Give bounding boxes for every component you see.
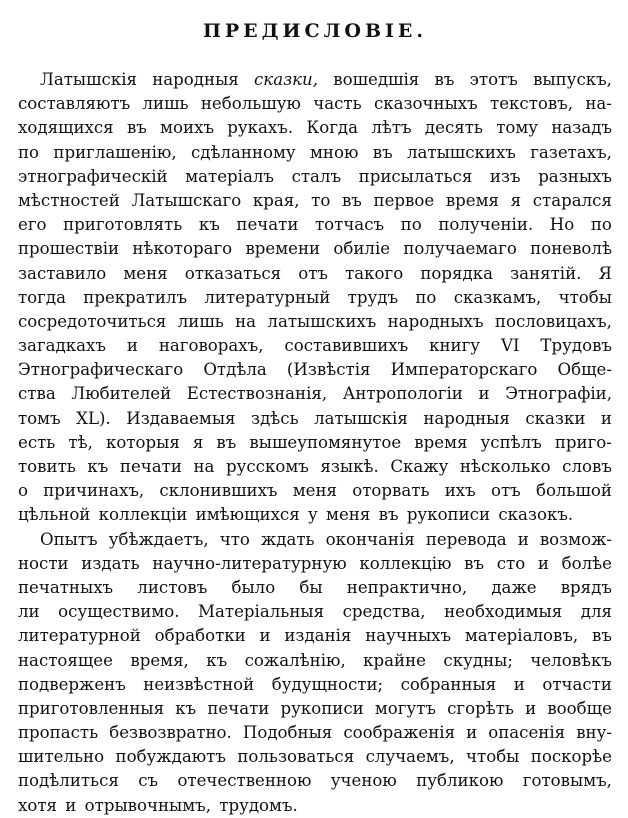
word: обработки bbox=[154, 626, 246, 646]
word: подверженъ bbox=[18, 674, 126, 694]
word: сожалѣнію, bbox=[244, 650, 346, 670]
word: (Извѣстія bbox=[286, 360, 371, 380]
word: безвозвратно. bbox=[109, 723, 232, 743]
word: и bbox=[600, 408, 612, 428]
word: старался bbox=[532, 190, 612, 210]
word: времени bbox=[245, 239, 321, 259]
word: моихъ bbox=[160, 118, 214, 138]
word: отъ bbox=[490, 481, 521, 501]
word: крайне bbox=[363, 650, 426, 670]
word: чтобы bbox=[558, 287, 612, 307]
word: коллекцію bbox=[359, 553, 452, 573]
word: приготовлять bbox=[63, 215, 183, 235]
word: VI bbox=[500, 336, 520, 356]
text-line bbox=[18, 358, 612, 382]
word: Обще- bbox=[557, 360, 612, 380]
word: у bbox=[307, 505, 318, 525]
word: мною bbox=[310, 142, 359, 162]
text-line bbox=[18, 213, 612, 237]
text-line bbox=[18, 189, 612, 213]
word: цѣльной bbox=[18, 505, 91, 525]
word: края, bbox=[252, 190, 300, 210]
word: Естествознанія, bbox=[186, 384, 328, 404]
page-title: ПРЕДИСЛОВІЕ. bbox=[202, 20, 428, 42]
word: Антропологіи bbox=[342, 384, 463, 404]
word: лишь bbox=[177, 311, 224, 331]
word: которыя bbox=[105, 432, 180, 452]
word: Когда bbox=[306, 118, 359, 138]
word: хотя bbox=[18, 795, 57, 815]
word: текстовъ, bbox=[490, 94, 574, 114]
word: Я bbox=[598, 263, 612, 283]
word: по bbox=[415, 287, 437, 307]
text-line bbox=[18, 165, 612, 189]
word: и bbox=[478, 384, 490, 404]
text-line bbox=[18, 141, 612, 165]
word: Издаваемыя bbox=[126, 408, 236, 428]
word: бы bbox=[299, 577, 323, 597]
word: скудны; bbox=[443, 650, 513, 670]
word: я bbox=[192, 432, 204, 452]
word: къ bbox=[87, 457, 109, 476]
word: XL). bbox=[76, 408, 111, 428]
word: ства bbox=[18, 384, 56, 404]
word: въ bbox=[341, 190, 362, 210]
text-line bbox=[18, 382, 612, 406]
word: нѣкотораго bbox=[132, 239, 233, 259]
word: меня bbox=[292, 481, 337, 501]
word: возмож- bbox=[539, 529, 612, 549]
word: Скажу bbox=[390, 457, 449, 476]
word: вышеупомянутое bbox=[249, 432, 402, 452]
word: для bbox=[580, 602, 612, 622]
word: Этнографическаго bbox=[18, 360, 184, 380]
word: вну- bbox=[576, 723, 612, 743]
word: Трудовъ bbox=[540, 336, 612, 356]
word: небольшую bbox=[200, 94, 301, 114]
word: лѣтъ bbox=[371, 118, 412, 138]
text-line bbox=[18, 697, 612, 721]
word: съ bbox=[138, 771, 159, 791]
word: Латышскія bbox=[40, 70, 137, 89]
word: и bbox=[537, 553, 549, 573]
word: имѣющихся bbox=[195, 505, 300, 525]
word: къ bbox=[198, 215, 220, 235]
word: перевода bbox=[425, 529, 507, 549]
word: первое bbox=[373, 190, 435, 210]
word: мѣстностей bbox=[18, 190, 120, 210]
text-line bbox=[18, 334, 612, 358]
word: осуществимо. bbox=[58, 602, 180, 622]
word: полученіи. bbox=[438, 215, 534, 235]
word: этотъ bbox=[469, 70, 518, 89]
text-line bbox=[18, 455, 612, 479]
word: присылаться bbox=[358, 166, 473, 186]
word: прошествіи bbox=[18, 239, 120, 259]
word: товить bbox=[18, 457, 76, 476]
word: на bbox=[193, 457, 215, 476]
word: въ bbox=[378, 505, 399, 525]
word: отрывочнымъ, bbox=[84, 795, 211, 815]
text-line bbox=[18, 552, 612, 576]
word: и bbox=[517, 529, 529, 549]
word: въ bbox=[126, 118, 147, 138]
text-line bbox=[18, 649, 612, 673]
text-line bbox=[18, 721, 612, 745]
word: назадъ bbox=[551, 118, 612, 138]
word: такого bbox=[345, 263, 404, 283]
word: склонившихъ bbox=[159, 481, 278, 501]
word: Подобныя bbox=[242, 723, 333, 743]
word: готовымъ, bbox=[522, 771, 612, 791]
word: въ bbox=[464, 553, 485, 573]
word: пословицахъ, bbox=[494, 311, 612, 331]
word: печати bbox=[236, 215, 299, 235]
word: человѣкъ bbox=[530, 650, 612, 670]
word: разныхъ bbox=[538, 166, 612, 186]
word: сосредоточиться bbox=[18, 311, 167, 331]
word: Латышскаго bbox=[131, 190, 242, 210]
word: его bbox=[18, 215, 47, 235]
word: меня bbox=[123, 263, 168, 283]
text-line bbox=[18, 407, 612, 431]
word: сказки bbox=[525, 408, 586, 428]
word: лишь bbox=[142, 94, 189, 114]
word: настоящее bbox=[18, 650, 113, 670]
word: Отдѣла bbox=[203, 360, 267, 380]
body-text bbox=[18, 68, 612, 818]
word: успѣлъ bbox=[480, 432, 542, 452]
word: время bbox=[414, 432, 468, 452]
word: научно-литературную bbox=[152, 553, 347, 573]
word: и bbox=[259, 626, 271, 646]
paragraph bbox=[18, 68, 612, 528]
word: будущности; bbox=[271, 674, 384, 694]
word: занятій. bbox=[510, 263, 582, 283]
word: тому bbox=[496, 118, 539, 138]
text-line bbox=[18, 237, 612, 261]
word: пользоваться bbox=[237, 747, 355, 767]
text-line bbox=[18, 794, 612, 818]
word: нѣсколько bbox=[459, 457, 551, 476]
word: получаемаго bbox=[403, 239, 517, 259]
word: ности bbox=[18, 553, 69, 573]
word: тотчасъ bbox=[314, 215, 385, 235]
text-line bbox=[18, 600, 612, 624]
word: на- bbox=[585, 94, 612, 114]
word: листовъ bbox=[137, 577, 208, 597]
word: народныя bbox=[423, 408, 510, 428]
word: ходящихся bbox=[18, 118, 114, 138]
word: словъ bbox=[562, 457, 612, 476]
word: латышскихъ bbox=[267, 311, 377, 331]
word: было bbox=[231, 577, 276, 597]
word: сказкамъ, bbox=[453, 287, 542, 307]
word: народныя bbox=[152, 70, 239, 89]
word: коллекціи bbox=[98, 505, 188, 525]
word: врядъ bbox=[560, 577, 612, 597]
word: въ bbox=[434, 70, 455, 89]
word: приготовленныя bbox=[18, 698, 165, 718]
text-line bbox=[18, 116, 612, 140]
word: отъ bbox=[298, 263, 328, 283]
word: сталъ bbox=[291, 166, 342, 186]
word: трудъ bbox=[347, 287, 399, 307]
word: отечественною bbox=[177, 771, 312, 791]
word: издать bbox=[81, 553, 140, 573]
word: соображенія bbox=[343, 723, 456, 743]
word: меня bbox=[326, 505, 371, 525]
word: могутъ bbox=[374, 698, 436, 718]
word: газетахъ, bbox=[530, 142, 612, 162]
word: составившихъ bbox=[284, 336, 409, 356]
word: наговорахъ, bbox=[158, 336, 264, 356]
word: непрактично, bbox=[346, 577, 468, 597]
word: изданія bbox=[284, 626, 352, 646]
word: публикою bbox=[416, 771, 504, 791]
word: матеріаловъ, bbox=[464, 626, 579, 646]
word: ихъ bbox=[444, 481, 476, 501]
word: даже bbox=[491, 577, 537, 597]
word: приго- bbox=[554, 432, 612, 452]
word: въ bbox=[372, 142, 393, 162]
text-line bbox=[18, 431, 612, 455]
word: книгу bbox=[429, 336, 481, 356]
text-line bbox=[18, 769, 612, 793]
word: литературный bbox=[204, 287, 331, 307]
text-line bbox=[18, 673, 612, 697]
word: средства, bbox=[342, 602, 426, 622]
word: ждать bbox=[260, 529, 315, 549]
word: сказки, bbox=[254, 70, 319, 89]
word: заставило bbox=[18, 263, 107, 283]
word: здѣсь bbox=[251, 408, 299, 428]
word: отчасти bbox=[542, 674, 612, 694]
paragraph bbox=[18, 528, 612, 818]
word: въ bbox=[592, 626, 612, 646]
word: и bbox=[126, 336, 138, 356]
word: сказокъ. bbox=[498, 505, 574, 525]
word: убѣждаетъ, bbox=[108, 529, 209, 549]
word: русскомъ bbox=[225, 457, 309, 476]
text-line bbox=[18, 92, 612, 116]
word: матеріалъ bbox=[185, 166, 274, 186]
word: что bbox=[219, 529, 250, 549]
word: случаемъ, bbox=[365, 747, 455, 767]
word: опасенія bbox=[488, 723, 566, 743]
word: ученою bbox=[330, 771, 397, 791]
word: и bbox=[525, 698, 537, 718]
text-line bbox=[18, 745, 612, 769]
word: рукописи bbox=[280, 698, 364, 718]
word: подѣлиться bbox=[18, 771, 119, 791]
word: сказочныхъ bbox=[373, 94, 478, 114]
word: побуждаютъ bbox=[115, 747, 226, 767]
word: на bbox=[235, 311, 257, 331]
text-line bbox=[18, 528, 612, 552]
word: Матеріальныя bbox=[198, 602, 325, 622]
word: Любителей bbox=[71, 384, 172, 404]
text-line bbox=[18, 479, 612, 503]
word: большой bbox=[535, 481, 612, 501]
word: изъ bbox=[489, 166, 521, 186]
word: вообще bbox=[547, 698, 612, 718]
text-line bbox=[18, 503, 612, 527]
word: часть bbox=[313, 94, 362, 114]
text-line bbox=[18, 68, 612, 92]
word: по bbox=[18, 142, 40, 162]
word: время bbox=[445, 190, 499, 210]
word: составляютъ bbox=[18, 94, 131, 114]
word: сдѣланному bbox=[190, 142, 296, 162]
word: научныхъ bbox=[365, 626, 452, 646]
text-line bbox=[18, 576, 612, 600]
word: вошедшія bbox=[333, 70, 420, 89]
word: и bbox=[513, 674, 525, 694]
word: порядка bbox=[420, 263, 493, 283]
word: я bbox=[510, 190, 522, 210]
word: по bbox=[400, 215, 422, 235]
word: Этнографіи, bbox=[505, 384, 612, 404]
word: по bbox=[590, 215, 612, 235]
word: ли bbox=[18, 602, 40, 622]
text-line bbox=[18, 310, 612, 334]
word: сто bbox=[496, 553, 526, 573]
word: пропасть bbox=[18, 723, 99, 743]
word: и bbox=[466, 723, 478, 743]
text-line bbox=[18, 262, 612, 286]
word: томъ bbox=[18, 408, 61, 428]
word: печатныхъ bbox=[18, 577, 114, 597]
word: то bbox=[311, 190, 331, 210]
word: есть bbox=[18, 432, 56, 452]
word: о bbox=[18, 481, 28, 501]
text-line bbox=[18, 624, 612, 648]
word: къ bbox=[206, 650, 228, 670]
word: печати bbox=[207, 698, 270, 718]
word: тѣ, bbox=[68, 432, 93, 452]
word: въ bbox=[216, 432, 237, 452]
word: болѣе bbox=[561, 553, 612, 573]
word: языкѣ. bbox=[320, 457, 379, 476]
word: Но bbox=[549, 215, 575, 235]
word: оторвать bbox=[352, 481, 430, 501]
word: приглашенію, bbox=[53, 142, 177, 162]
word: шительно bbox=[18, 747, 105, 767]
word: сгорѣть bbox=[447, 698, 514, 718]
word: выпускъ, bbox=[533, 70, 612, 89]
word: окончанія bbox=[325, 529, 415, 549]
word: собранныя bbox=[400, 674, 497, 694]
word: латышскія bbox=[314, 408, 408, 428]
word: и bbox=[65, 795, 77, 815]
word: поневолѣ bbox=[530, 239, 612, 259]
word: отказаться bbox=[184, 263, 282, 283]
word: трудомъ. bbox=[219, 795, 298, 815]
word: рукахъ. bbox=[227, 118, 294, 138]
word: рукописи bbox=[406, 505, 491, 525]
word: Императорскаго bbox=[390, 360, 538, 380]
word: Опытъ bbox=[40, 529, 98, 549]
word: литературной bbox=[18, 626, 141, 646]
word: необходимыя bbox=[444, 602, 563, 622]
word: причинахъ, bbox=[43, 481, 145, 501]
word: этнографическій bbox=[18, 166, 168, 186]
word: народныхъ bbox=[387, 311, 484, 331]
word: неизвѣстной bbox=[143, 674, 255, 694]
word: время, bbox=[130, 650, 189, 670]
word: прекратилъ bbox=[83, 287, 188, 307]
word: чтобы bbox=[466, 747, 520, 767]
word: печати bbox=[119, 457, 182, 476]
word: латышскихъ bbox=[406, 142, 516, 162]
text-line bbox=[18, 286, 612, 310]
word: обиліе bbox=[333, 239, 391, 259]
word: къ bbox=[175, 698, 197, 718]
word: загадкахъ bbox=[18, 336, 106, 356]
word: тогда bbox=[18, 287, 66, 307]
word: поскорѣе bbox=[530, 747, 612, 767]
word: десять bbox=[424, 118, 483, 138]
